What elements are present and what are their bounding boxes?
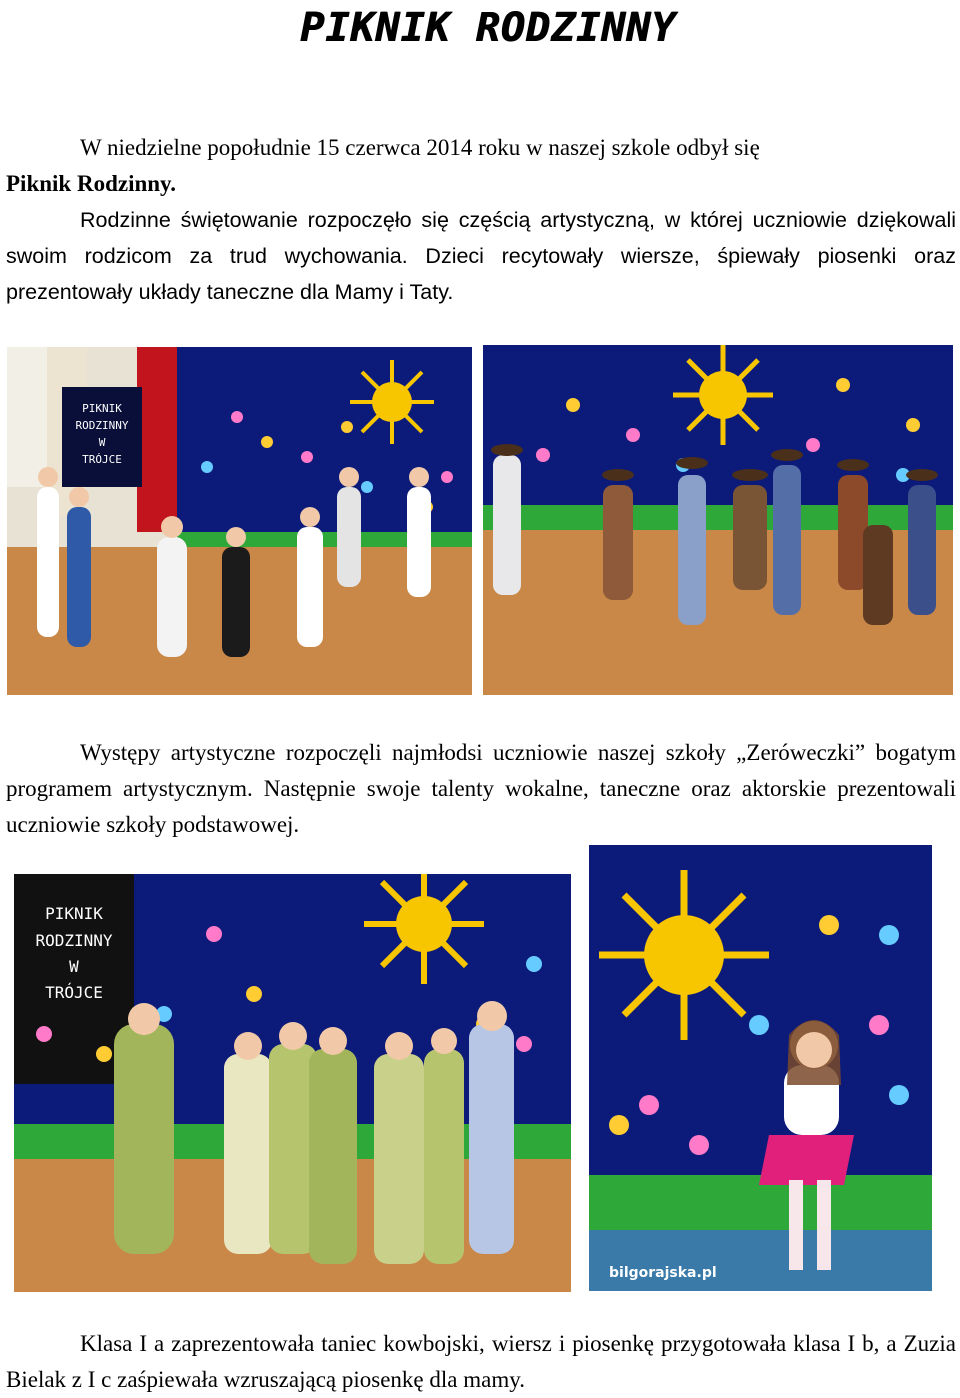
section2-text: Występy artystyczne rozpoczęli najmłodsi uczniowie naszej szkoły „Zeróweczki” bogatym programem artystycznym. Następnie swoje talenty wokalne, taneczne oraz aktorskie prezentowali uczniowie szkoły podstawowej. bbox=[6, 740, 956, 837]
svg-text:TRÓJCE: TRÓJCE bbox=[45, 983, 103, 1002]
svg-text:TRÓJCE: TRÓJCE bbox=[82, 453, 122, 466]
intro-line: W niedzielne popołudnie 15 czerwca 2014 roku w naszej szkole odbył się bbox=[80, 135, 760, 160]
page-title: PIKNIK RODZINNY bbox=[300, 5, 677, 51]
photo-cowboy-dance-image bbox=[483, 345, 953, 695]
svg-text:RODZINNY: RODZINNY bbox=[75, 419, 129, 432]
intro-paragraph-2-text bbox=[6, 202, 956, 310]
photo-dancing-children-image bbox=[7, 347, 472, 695]
svg-text:PIKNIK: PIKNIK bbox=[82, 402, 122, 415]
section3-text: Klasa I a zaprezentowała taniec kowbojski, wiersz i piosenkę przygotowała klasa I b, a Zuzia Bielak z I c zaśpiewała wzruszającą piosenkę dla mamy. bbox=[6, 1331, 956, 1392]
section3-paragraph bbox=[6, 1326, 956, 1398]
photo-girl-singing bbox=[589, 845, 932, 1291]
intro-p2a: Rodzinne świętowanie rozpoczęło się częścią artystyczną, w której uczniowie dziękowali swoim rodzicom za trud wychowania. bbox=[6, 208, 956, 268]
photo-dancing-children bbox=[7, 347, 472, 695]
svg-text:bilgorajska.pl: bilgorajska.pl bbox=[609, 1265, 717, 1281]
svg-text:RODZINNY: RODZINNY bbox=[35, 931, 113, 950]
photo-stage-group bbox=[14, 874, 571, 1292]
intro-paragraph-2 bbox=[6, 202, 956, 310]
photo-stage-group-image bbox=[14, 874, 571, 1292]
section2-paragraph bbox=[6, 735, 956, 843]
event-name: Piknik Rodzinny. bbox=[6, 171, 177, 196]
photo-cowboy-dance bbox=[483, 345, 953, 695]
svg-text:PIKNIK: PIKNIK bbox=[45, 904, 103, 923]
photo-girl-singing-image bbox=[589, 845, 932, 1291]
svg-text:W: W bbox=[69, 957, 79, 976]
intro-paragraph bbox=[6, 130, 956, 202]
intro-p2b: Dzieci recytowały wiersze, śpiewały piosenki oraz prezentowały układy taneczne dla Mamy i Taty. bbox=[6, 244, 956, 304]
svg-text:W: W bbox=[98, 436, 106, 449]
